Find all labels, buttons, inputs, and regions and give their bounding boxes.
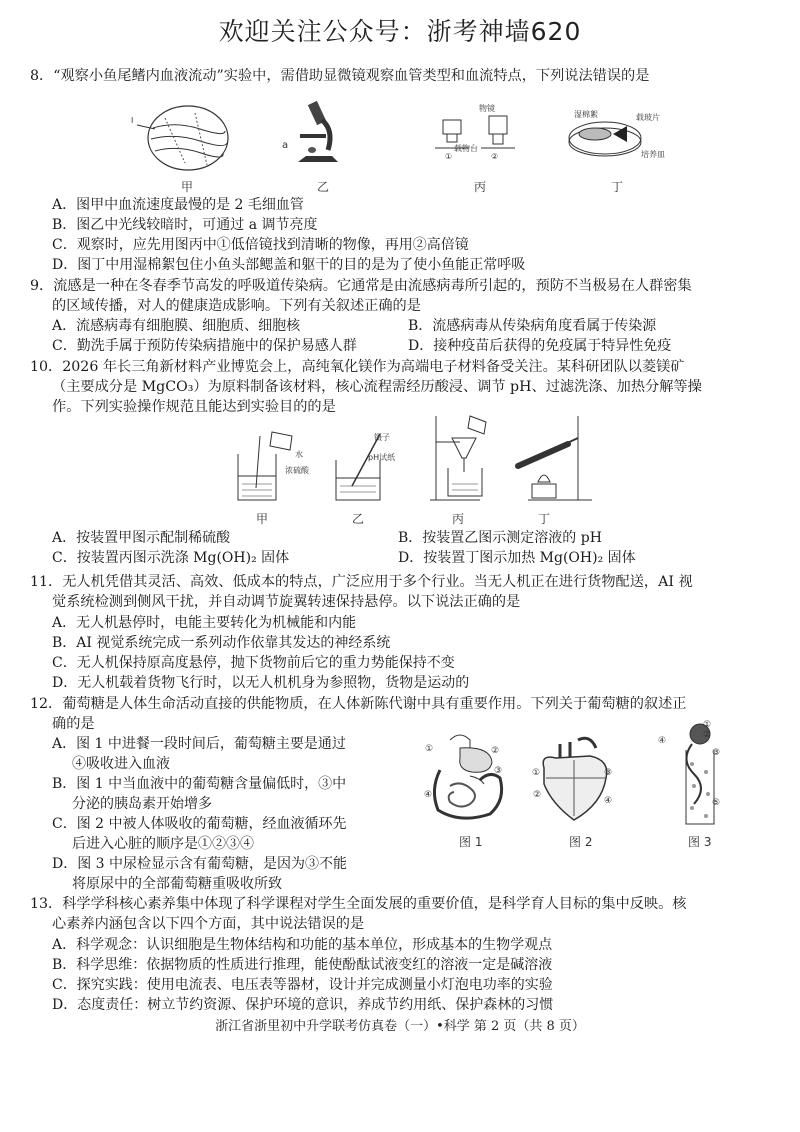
q8-label-shimianxu: 湿棉絮 bbox=[574, 110, 598, 119]
q11-option-b: B．AI 视觉系统完成一系列动作依靠其发达的神经系统 bbox=[52, 635, 391, 651]
q8-option-d: D．图丁中用湿棉絮包住小鱼头部鳃盖和躯干的目的是为了使小鱼能正常呼吸 bbox=[52, 257, 526, 273]
q8-caption-yi: 乙 bbox=[317, 180, 330, 194]
q8-label-2: ② bbox=[491, 152, 499, 161]
q8-label-zaibopian: 载玻片 bbox=[636, 113, 660, 122]
page-footer: 浙江省浙里初中升学联考仿真卷（一）•科学 第 2 页（共 8 页） bbox=[215, 1019, 585, 1034]
q12-fig3-label-5: ⑤ bbox=[712, 798, 721, 808]
q11-option-a: A．无人机悬停时，电能主要转化为机械能和内能 bbox=[52, 615, 357, 631]
q10-stem-line3: 作。下列实验操作规范且能达到实验目的的是 bbox=[52, 399, 336, 415]
q8-figure-yi-microscope bbox=[292, 100, 350, 168]
q10-label-niezi: 镊子 bbox=[374, 433, 390, 442]
q12-fig2-label-4: ④ bbox=[604, 796, 613, 806]
q10-stem-line2: （主要成分是 MgCO₃）为原料制备该材料，核心流程需经历酸浸、调节 pH、过滤洗涤、加热分解等操 bbox=[52, 379, 702, 395]
q9-option-b: B．流感病毒从传染病角度看属于传染源 bbox=[408, 318, 657, 334]
q8-label-a: a bbox=[282, 140, 289, 151]
q12-option-d-line1: D．图 3 中尿检显示含有葡萄糖，是因为③不能 bbox=[52, 856, 348, 872]
q9-stem-line2: 的区域传播，对人的健康造成影响。下列有关叙述正确的是 bbox=[52, 298, 421, 314]
q8-caption-ding: 丁 bbox=[611, 180, 624, 194]
q11-stem-line1: 11．无人机凭借其灵活、高效、低成本的特点，广泛应用于多个行业。当无人机正在进行货物配送，AI 视 bbox=[30, 574, 693, 590]
q12-stem-line1: 12．葡萄糖是人体生命活动直接的供能物质，在人体新陈代谢中具有重要作用。下列关于葡萄糖的叙述正 bbox=[30, 696, 687, 712]
q12-fig1-label-2: ② bbox=[491, 746, 500, 756]
q12-fig3-label-3: ③ bbox=[712, 748, 721, 758]
q8-stem: 8．“观察小鱼尾鳍内血液流动”实验中，需借助显微镜观察血管类型和血流特点，下列说法错误的是 bbox=[30, 68, 650, 84]
q10-caption-jia: 甲 bbox=[256, 512, 269, 526]
q10-stem-line1: 10．2026 年长三角新材料产业博览会上，高纯氧化镁作为高端电子材料备受关注。某科研团队以菱镁矿 bbox=[30, 359, 685, 375]
q13-option-c: C．探究实践：使用电流表、电压表等器材，设计并完成测量小灯泡电功率的实验 bbox=[52, 977, 553, 993]
q12-fig1-label-1: ① bbox=[425, 744, 434, 754]
q9-stem-line1: 9．流感是一种在冬春季节高发的呼吸道传染病。它通常是由流感病毒所引起的，预防不当极易在人群密集 bbox=[30, 278, 692, 294]
q8-option-b: B．图乙中光线较暗时，可通过 a 调节亮度 bbox=[52, 217, 318, 233]
q12-option-b-line1: B．图 1 中当血液中的葡萄糖含量偏低时，③中 bbox=[52, 776, 347, 792]
q12-stem-line2: 确的是 bbox=[52, 716, 95, 732]
q12-option-a-line1: A．图 1 中进餐一段时间后，葡萄糖主要是通过 bbox=[52, 736, 346, 752]
q12-option-a-line2: ④吸收进入血液 bbox=[72, 756, 170, 772]
q12-figure-2-heart bbox=[530, 734, 620, 826]
q12-option-c-line1: C．图 2 中被人体吸收的葡萄糖，经血液循环先 bbox=[52, 816, 347, 832]
q12-fig2-label-3: ③ bbox=[604, 768, 613, 778]
q9-option-d: D．接种疫苗后获得的免疫属于特异性免疫 bbox=[408, 338, 672, 354]
q13-option-d: D．态度责任：树立节约资源、保护环境的意识，养成节约用纸、保护森林的习惯 bbox=[52, 997, 554, 1013]
q13-stem-line1: 13．科学学科核心素养集中体现了科学课程对学生全面发展的重要价值，是科学育人目标的集中反映。核 bbox=[30, 896, 687, 912]
q8-option-c: C．观察时，应先用图丙中①低倍镜找到清晰的物像，再用②高倍镜 bbox=[52, 237, 469, 253]
q8-label-zaiwutai: 载物台 bbox=[454, 144, 478, 153]
q10-option-a: A．按装置甲图示配制稀硫酸 bbox=[52, 530, 231, 546]
q10-figure-bing-filtration bbox=[430, 412, 500, 504]
q10-caption-ding: 丁 bbox=[538, 512, 551, 526]
q10-figure-ding-heating bbox=[508, 412, 598, 504]
q8-option-a: A．图甲中血流速度最慢的是 2 毛细血管 bbox=[52, 197, 304, 213]
q11-stem-line2: 觉系统检测到侧风干扰，并自动调节旋翼转速保持悬停。以下说法正确的是 bbox=[52, 594, 521, 610]
q8-caption-jia: 甲 bbox=[181, 180, 194, 194]
q12-fig1-label-4: ④ bbox=[424, 790, 433, 800]
q10-option-d: D．按装置丁图示加热 Mg(OH)₂ 固体 bbox=[398, 550, 636, 566]
q8-label-peiyangmin: 培养皿 bbox=[641, 150, 665, 159]
q10-caption-yi: 乙 bbox=[352, 512, 365, 526]
q12-caption-fig2: 图 2 bbox=[569, 835, 593, 849]
q10-label-phshizhi: pH试纸 bbox=[368, 453, 396, 462]
q8-figure-jia bbox=[145, 103, 231, 173]
q8-label-wujing: 物镜 bbox=[479, 104, 495, 113]
q12-figure-1-digestive bbox=[420, 730, 520, 830]
q10-label-nongliusuan: 浓硫酸 bbox=[285, 466, 309, 475]
q8-caption-bing: 丙 bbox=[474, 180, 487, 194]
q12-fig1-label-3: ③ bbox=[494, 766, 503, 776]
q9-option-a: A．流感病毒有细胞膜、细胞质、细胞核 bbox=[52, 318, 301, 334]
q12-fig2-label-1: ① bbox=[532, 768, 541, 778]
q11-option-c: C．无人机保持原高度悬停，抛下货物前后它的重力势能保持不变 bbox=[52, 655, 455, 671]
q10-option-b: B．按装置乙图示测定溶液的 pH bbox=[398, 530, 602, 546]
q12-caption-fig3: 图 3 bbox=[688, 835, 712, 849]
q13-option-a: A．科学观念：认识细胞是生物体结构和功能的基本单位，形成基本的生物学观点 bbox=[52, 937, 553, 953]
q12-fig3-label-4: ④ bbox=[658, 736, 667, 746]
q13-stem-line2: 心素养内涵包含以下四个方面，其中说法错误的是 bbox=[52, 916, 365, 932]
banner-title: 欢迎关注公众号：浙考神墙620 bbox=[218, 17, 582, 46]
q12-option-b-line2: 分泌的胰岛素开始增多 bbox=[72, 796, 212, 812]
q10-label-shui: 水 bbox=[295, 450, 303, 459]
q9-option-c: C．勤洗手属于预防传染病措施中的保护易感人群 bbox=[52, 338, 357, 354]
q12-caption-fig1: 图 1 bbox=[459, 835, 483, 849]
q12-fig3-label-1: ① bbox=[703, 720, 712, 730]
q11-option-d: D．无人机载着货物飞行时，以无人机机身为参照物，货物是运动的 bbox=[52, 675, 470, 691]
q12-fig2-label-2: ② bbox=[533, 790, 542, 800]
q12-option-c-line2: 后进入心脏的顺序是①②③④ bbox=[72, 836, 254, 852]
q10-caption-bing: 丙 bbox=[452, 512, 465, 526]
q13-option-b: B．科学思维：依据物质的性质进行推理，能使酚酞试液变红的溶液一定是碱溶液 bbox=[52, 957, 553, 973]
q12-option-d-line2: 将原尿中的全部葡萄糖重吸收所致 bbox=[72, 876, 282, 892]
q10-option-c: C．按装置丙图示洗涤 Mg(OH)₂ 固体 bbox=[52, 550, 290, 566]
q8-label-1: ① bbox=[445, 152, 453, 161]
q12-figure-3-nephron bbox=[670, 720, 730, 830]
q8-label-i: I bbox=[131, 116, 134, 125]
q12-fig3-label-2: ② bbox=[703, 730, 712, 740]
